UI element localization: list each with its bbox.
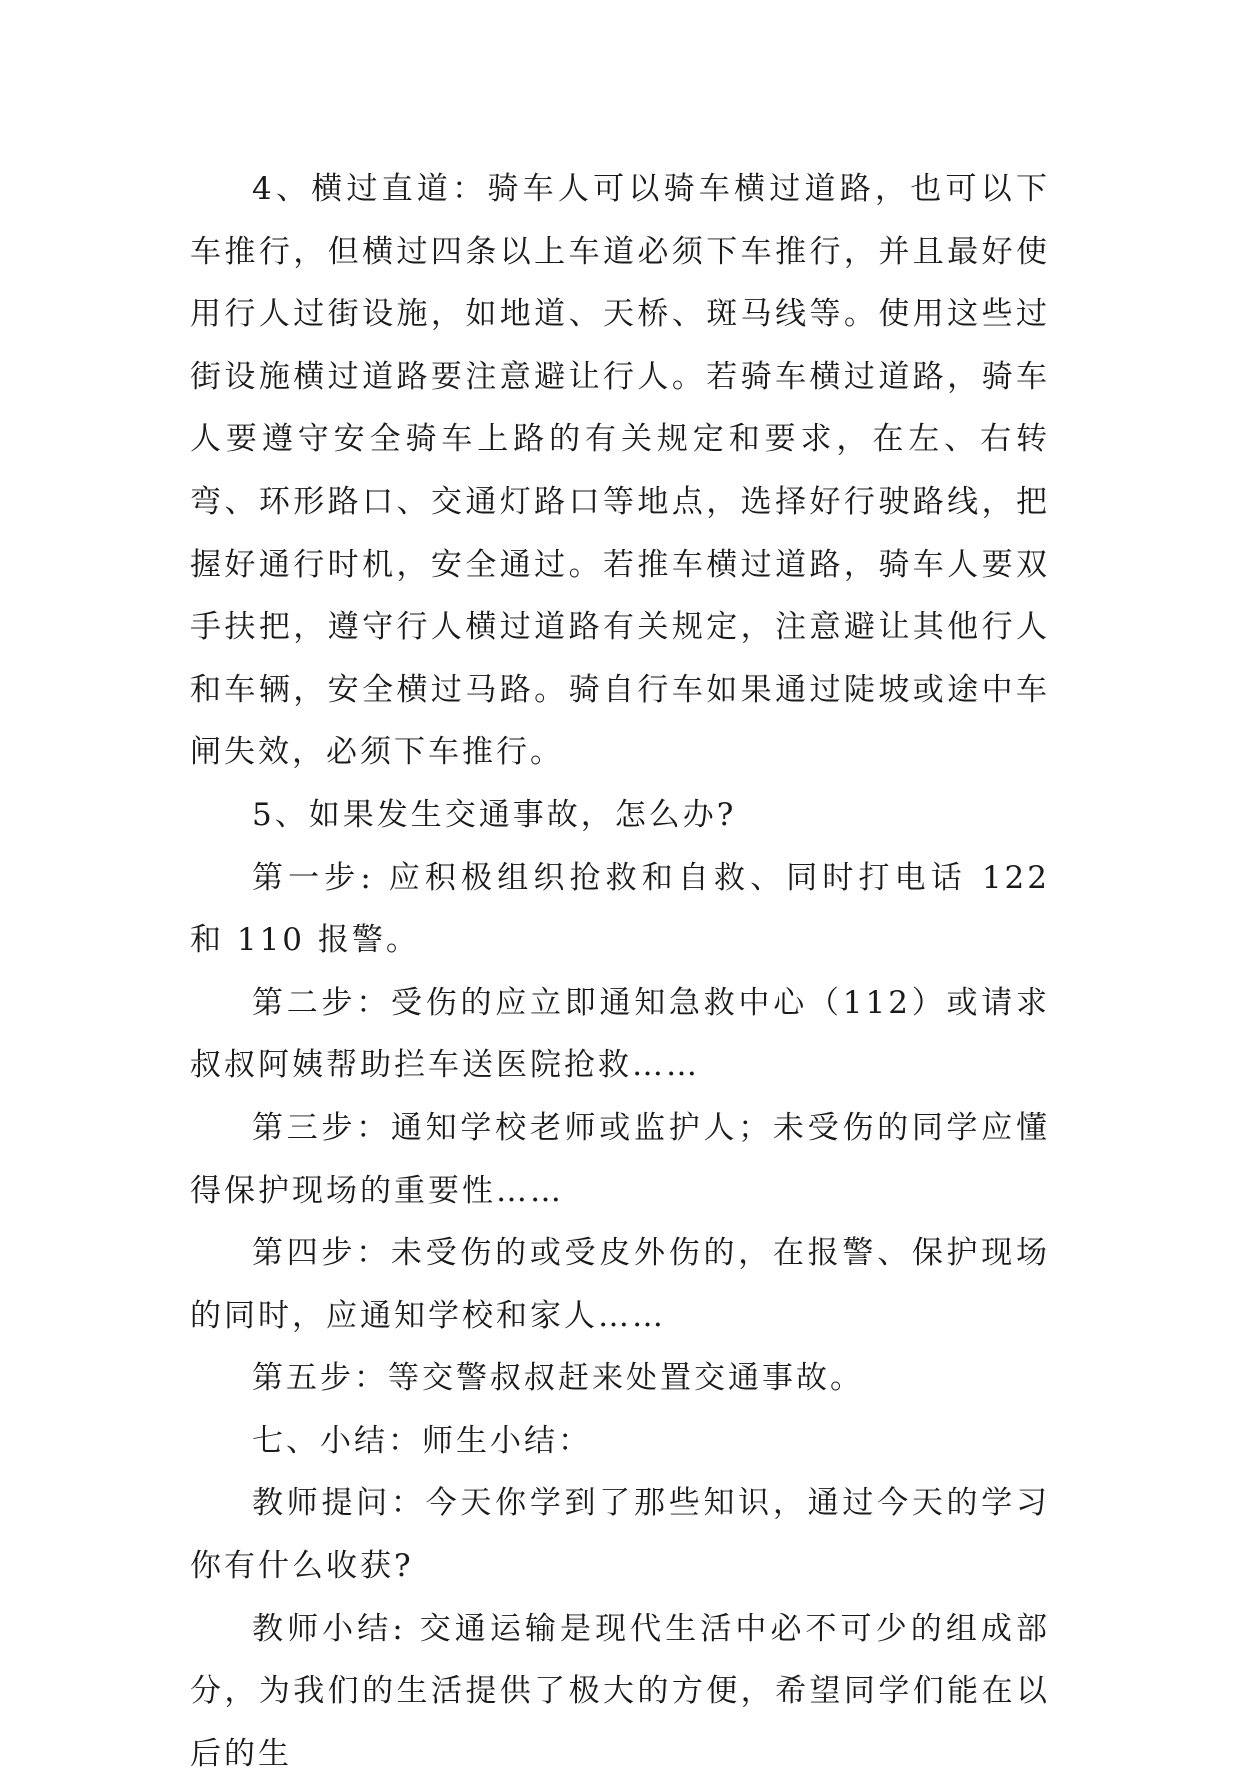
body-text	[190, 158, 1050, 1785]
paragraph-summary-heading: 七、小结：师生小结：	[252, 1422, 592, 1459]
paragraph-step-one: 第一步: 应积极组织抢救和自救、同时打电话 122 和 110 报警。	[190, 859, 1050, 959]
paragraph-step-five: 第五步：等交警叔叔赶来处置交通事故。	[252, 1360, 864, 1397]
paragraph-step-two: 第二步：受伤的应立即通知急救中心（112）或请求叔叔阿姨帮助拦车送医院抢救……	[190, 984, 1050, 1084]
paragraph-step-four: 第四步：未受伤的或受皮外伤的，在报警、保护现场的同时，应通知学校和家人……	[190, 1235, 1050, 1334]
paragraph-crossing-road: 4、横过直道：骑车人可以骑车横过道路，也可以下车推行，但横过四条以上车道必须下车推行，并且最好使用行人过街设施，如地道、天桥、斑马线等。使用这些过街设施横过道路要注意避让行人。若骑车横过道路，骑车人要遵守安全骑车上路的有关规定和要求，在左、右转弯、环形路口、交通灯路口等地点，选择好行驶路线，把握好通行时机，安全通过。若推车横过道路，骑车人要双手扶把，遵守行人横过道路有关规定，注意避让其他行人和车辆，安全横过马路。骑自行车如果通过陡坡或途中车闸失效，必须下车推行。	[190, 171, 1050, 771]
paragraph-teacher-question: 教师提问：今天你学到了那些知识，通过今天的学习你有什么收获?	[190, 1485, 1050, 1585]
paragraph-accident-question: 5、如果发生交通事故，怎么办?	[252, 796, 737, 833]
paragraph-step-three: 第三步：通知学校老师或监护人；未受伤的同学应懂得保护现场的重要性……	[190, 1109, 1050, 1209]
paragraph-teacher-summary: 教师小结: 交通运输是现代生活中必不可少的组成部分，为我们的生活提供了极大的方便，希望同学们能在以后的生	[190, 1610, 1050, 1772]
